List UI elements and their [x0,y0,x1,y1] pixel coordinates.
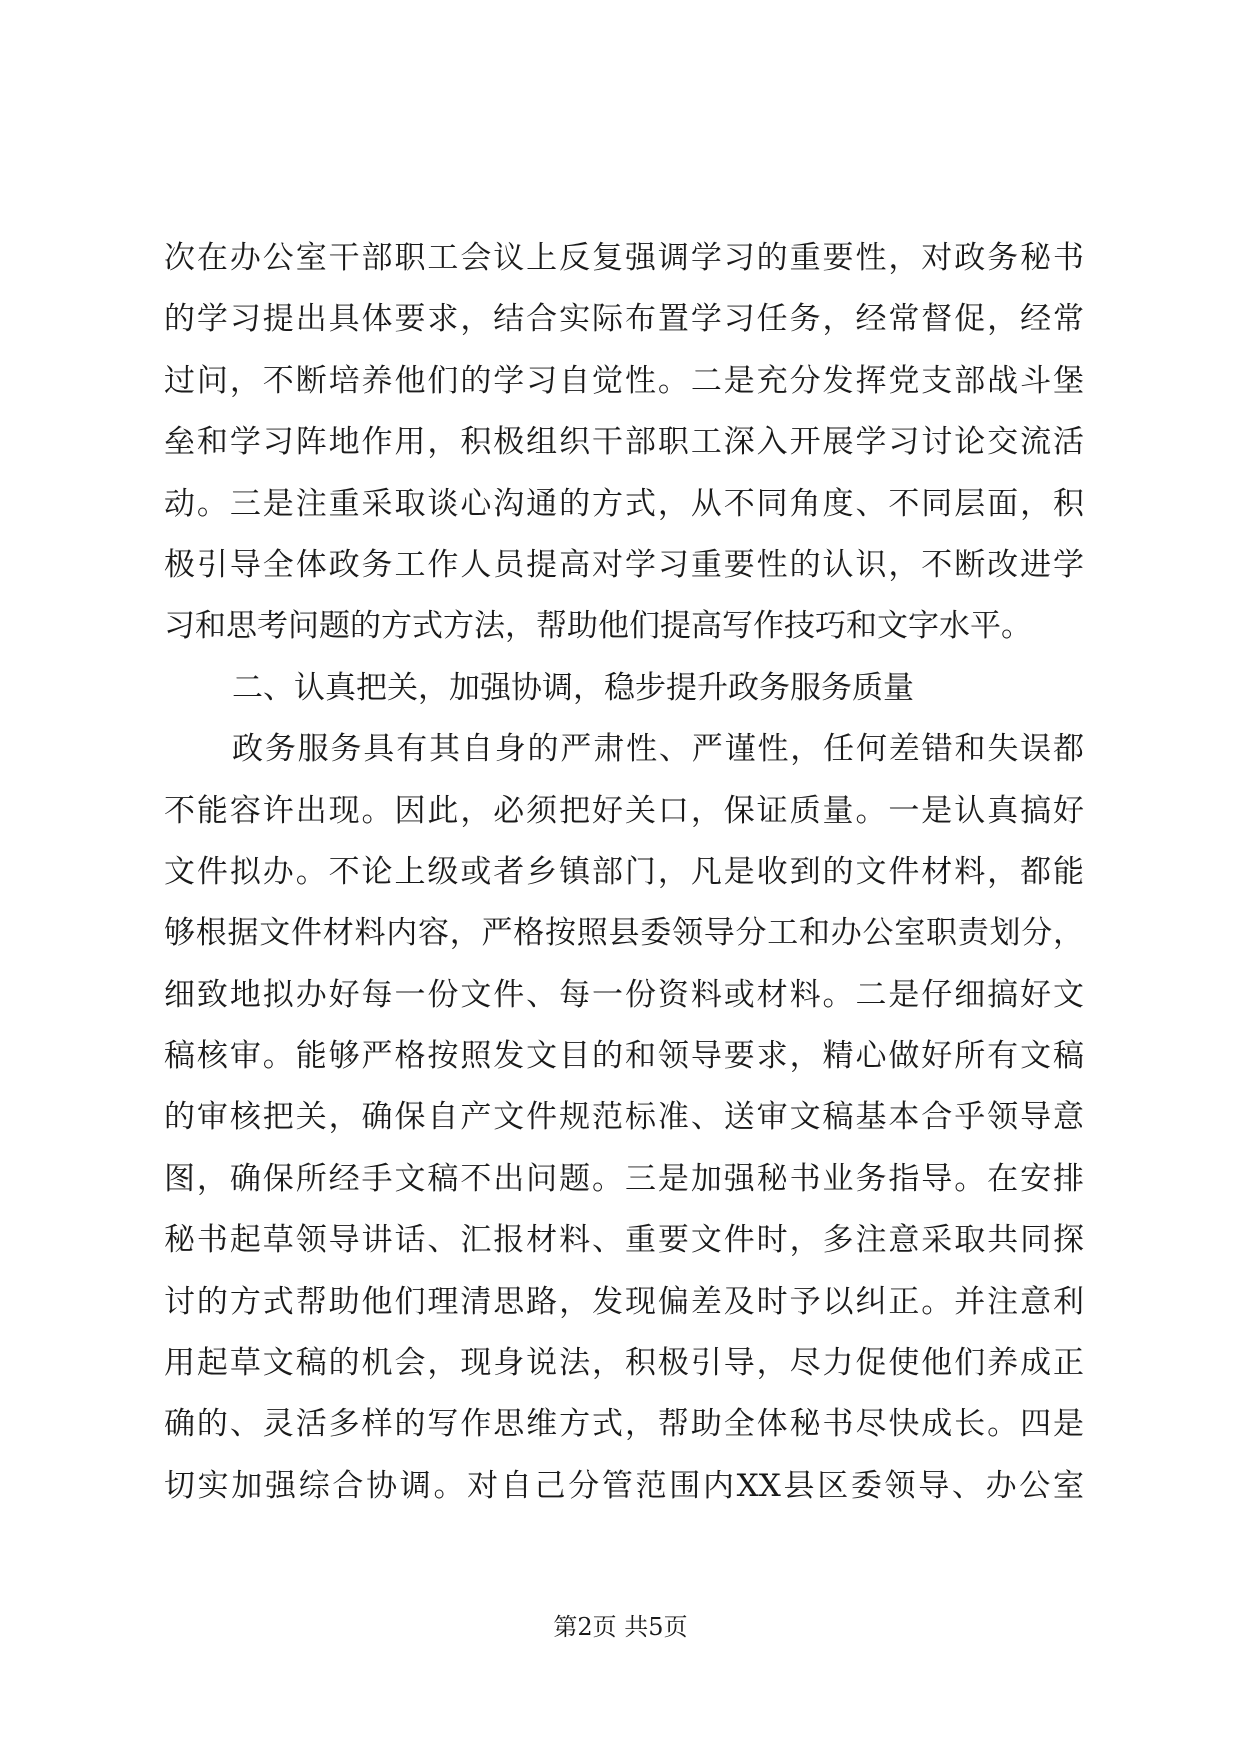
section-heading: 二、认真把关，加强协调，稳步提升政务服务质量 [232,669,914,706]
text-line: 习和思考问题的方式方法，帮助他们提高写作技巧和文字水平。 [164,608,1032,645]
text-line: 切实加强综合协调。对自己分管范围内XX县区委领导、办公室 [164,1467,1084,1504]
text-line: 动。三是注重采取谈心沟通的方式，从不同角度、不同层面，积 [164,485,1084,522]
text-line: 用起草文稿的机会，现身说法，积极引导，尽力促使他们养成正 [164,1345,1084,1382]
text-line: 讨的方式帮助他们理清思路，发现偏差及时予以纠正。并注意利 [164,1283,1084,1320]
text-line: 确的、灵活多样的写作思维方式，帮助全体秘书尽快成长。四是 [164,1406,1084,1443]
text-line: 细致地拟办好每一份文件、每一份资料或材料。二是仔细搞好文 [164,976,1084,1013]
document-body [164,228,1084,1517]
text-line: 垒和学习阵地作用，积极组织干部职工深入开展学习讨论交流活 [164,424,1084,461]
page-number-footer: 第2页 共5页 [553,1613,688,1641]
text-line: 文件拟办。不论上级或者乡镇部门，凡是收到的文件材料，都能 [164,853,1084,890]
text-line: 政务服务具有其自身的严肃性、严谨性，任何差错和失误都 [232,731,1084,768]
paragraph-2 [164,719,1084,1517]
text-line: 够根据文件材料内容，严格按照县委领导分工和办公室职责划分， [164,915,1084,952]
text-line: 的审核把关，确保自产文件规范标准、送审文稿基本合乎领导意 [164,1099,1084,1136]
text-line: 过问，不断培养他们的学习自觉性。二是充分发挥党支部战斗堡 [164,362,1084,399]
text-line: 秘书起草领导讲话、汇报材料、重要文件时，多注意采取共同探 [164,1222,1084,1259]
text-line: 不能容许出现。因此，必须把好关口，保证质量。一是认真搞好 [164,792,1084,829]
text-line: 图，确保所经手文稿不出问题。三是加强秘书业务指导。在安排 [164,1160,1084,1197]
text-line: 稿核审。能够严格按照发文目的和领导要求，精心做好所有文稿 [164,1038,1084,1075]
text-line: 次在办公室干部职工会议上反复强调学习的重要性，对政务秘书 [164,240,1084,276]
text-line: 极引导全体政务工作人员提高对学习重要性的认识，不断改进学 [164,546,1084,583]
paragraph-1 [164,228,1084,658]
text-line: 的学习提出具体要求，结合实际布置学习任务，经常督促，经常 [164,301,1084,338]
